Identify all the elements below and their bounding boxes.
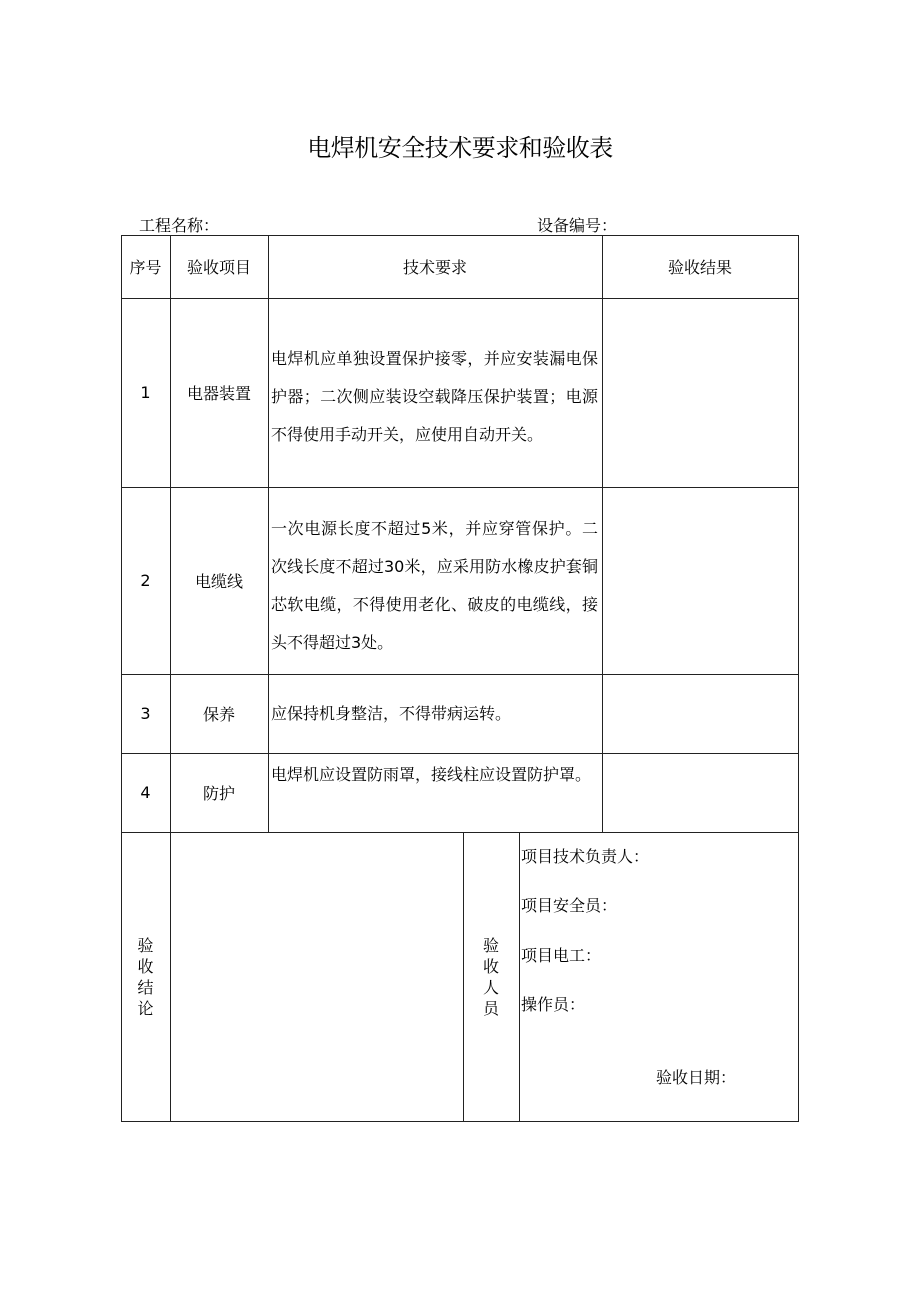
row-1-item: 电器装置 <box>186 384 251 403</box>
row-4-requirement: 电焊机应设置防雨罩，接线柱应设置防护罩。 <box>271 765 592 784</box>
row-4-no: 4 <box>140 783 151 802</box>
personnel-label: 验收人员 <box>483 935 500 1018</box>
conclusion-label-cell <box>121 832 170 1121</box>
row-2-result <box>602 487 798 674</box>
conclusion-content <box>171 833 463 1121</box>
row-1-result <box>602 298 798 487</box>
column-divider <box>519 832 520 1122</box>
table-border-bottom <box>121 1121 799 1122</box>
row-4-result <box>602 753 798 832</box>
personnel-label-cell <box>463 832 519 1121</box>
device-number-label: 设备编号： <box>537 216 618 235</box>
table-border-right <box>798 235 799 1122</box>
row-3-result <box>602 674 798 753</box>
page-title: 电焊机安全技术要求和验收表 <box>307 134 613 162</box>
row-2-no: 2 <box>140 571 151 590</box>
row-1-no: 1 <box>140 383 151 402</box>
header-no: 序号 <box>129 258 162 277</box>
row-3-requirement: 应保持机身整洁，不得带病运转。 <box>271 704 512 723</box>
row-3-item: 保养 <box>202 705 235 724</box>
conclusion-label: 验收结论 <box>137 935 154 1018</box>
acceptance-date-label: 验收日期： <box>656 1068 737 1087</box>
operator-signature-label: 操作员： <box>521 995 586 1014</box>
project-name-label: 工程名称： <box>139 216 220 235</box>
row-2-requirement: 一次电源长度不超过5米，并应穿管保护。二次线长度不超过30米，应采用防水橡皮护套铜芯软电缆，不得使用老化、破皮的电缆线，接头不得超过3处。 <box>271 519 598 652</box>
header-requirement: 技术要求 <box>402 258 467 277</box>
header-item: 验收项目 <box>186 258 251 277</box>
row-2-item: 电缆线 <box>194 572 243 591</box>
electrician-signature-label: 项目电工： <box>521 946 602 965</box>
row-3-no: 3 <box>140 704 151 723</box>
tech-lead-signature-label: 项目技术负责人： <box>521 847 650 866</box>
row-4-item: 防护 <box>202 784 235 803</box>
row-1-requirement: 电焊机应单独设置保护接零，并应安装漏电保护器；二次侧应装设空载降压保护装置；电源不得使用手动开关，应使用自动开关。 <box>271 349 598 444</box>
header-result: 验收结果 <box>667 258 732 277</box>
safety-officer-signature-label: 项目安全员： <box>521 896 618 915</box>
